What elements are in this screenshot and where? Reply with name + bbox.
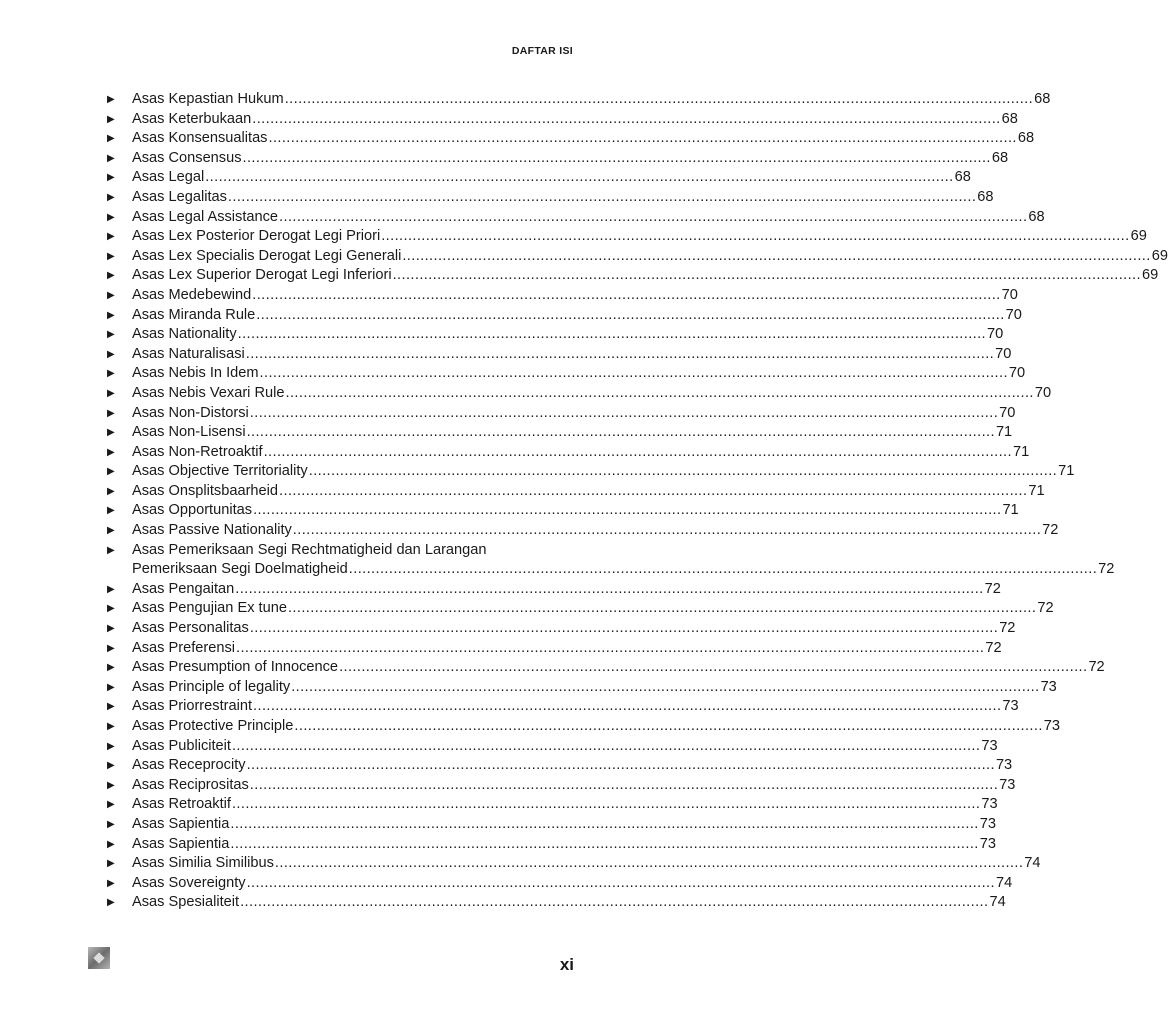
toc-entry-page: 69 [1141, 267, 1159, 284]
dot-leader [393, 266, 1141, 286]
toc-entry [107, 266, 1159, 286]
right-triangle-icon: ▶ [107, 603, 115, 615]
toc-entry-title: Asas Miranda Rule [132, 306, 256, 323]
dot-leader [294, 717, 1042, 737]
toc-entry-title: Asas Nationality [132, 326, 237, 343]
toc-entry-page: 73 [995, 757, 1013, 774]
right-triangle-icon: ▶ [107, 623, 115, 635]
toc-entry-page: 71 [1012, 443, 1030, 460]
toc-entry-page: 68 [1001, 110, 1018, 127]
right-triangle-icon: ▶ [107, 662, 115, 674]
toc-entry [107, 325, 1004, 345]
right-triangle-icon: ▶ [107, 838, 115, 850]
printer-registration-mark [88, 947, 110, 969]
right-triangle-icon: ▶ [107, 94, 115, 105]
toc-entry [107, 893, 1006, 913]
toc-entry-title: Asas Sapientia [132, 835, 230, 852]
right-triangle-icon: ▶ [107, 329, 115, 341]
right-triangle-icon: ▶ [107, 211, 115, 223]
dot-leader [232, 737, 980, 757]
toc-entry [107, 423, 1013, 443]
toc-entry [107, 129, 1035, 149]
toc-entry-page: 72 [1037, 600, 1054, 617]
toc-entry [107, 580, 1001, 600]
toc-entry-page: 69 [1151, 247, 1168, 264]
dot-leader [288, 599, 1036, 619]
toc-entry-page: 70 [999, 404, 1016, 421]
right-triangle-icon: ▶ [107, 760, 115, 772]
toc-entry-title: Asas Nebis Vexari Rule [132, 384, 285, 401]
toc-entry [107, 874, 1013, 894]
right-triangle-icon: ▶ [107, 348, 115, 360]
right-triangle-icon: ▶ [107, 289, 115, 301]
right-triangle-icon: ▶ [107, 681, 115, 693]
toc-entry [107, 854, 1041, 874]
toc-entry-page: 72 [999, 620, 1016, 637]
right-triangle-icon: ▶ [107, 877, 115, 889]
dot-leader [256, 306, 1004, 326]
dot-leader [268, 129, 1016, 149]
toc-entry-title: Asas Preferensi [132, 639, 236, 656]
toc-entry-title: Asas Personalitas [132, 620, 249, 637]
dot-leader [243, 149, 991, 169]
toc-entry-title: Asas Kepastian Hukum [132, 91, 284, 107]
toc-entry-page: 71 [1028, 482, 1045, 499]
toc-entry-page: 72 [1098, 561, 1115, 578]
right-triangle-icon: ▶ [107, 525, 115, 537]
toc-entry-title: Asas Objective Territoriality [132, 463, 308, 480]
toc-entry-title: Asas Priorrestraint [132, 698, 253, 715]
right-triangle-icon: ▶ [107, 387, 115, 399]
toc-entry-title: Asas Pengujian Ex tune [132, 600, 287, 617]
dot-leader [275, 854, 1023, 874]
right-triangle-icon: ▶ [107, 133, 115, 145]
dot-leader [250, 776, 998, 796]
toc-entry-title: Asas Naturalisasi [132, 345, 245, 362]
toc-entry-title: Asas Nebis In Idem [132, 365, 259, 382]
right-triangle-icon: ▶ [107, 270, 115, 282]
dot-leader [264, 443, 1012, 463]
right-triangle-icon: ▶ [107, 642, 115, 654]
toc-entry [107, 404, 1016, 424]
dot-leader [339, 658, 1087, 678]
right-triangle-icon: ▶ [107, 485, 115, 497]
toc-entry [107, 168, 971, 188]
toc-entry-title: Asas Passive Nationality [132, 522, 292, 539]
toc-entry-page: 70 [1008, 365, 1026, 382]
toc-entry [107, 188, 994, 208]
toc-entry [107, 501, 1019, 521]
right-triangle-icon: ▶ [107, 407, 115, 419]
right-triangle-icon: ▶ [107, 191, 115, 203]
toc-entry [107, 345, 1012, 365]
right-triangle-icon: ▶ [107, 309, 115, 321]
dot-leader [252, 286, 1000, 306]
right-triangle-icon: ▶ [107, 779, 115, 791]
right-triangle-icon: ▶ [107, 505, 115, 517]
right-triangle-icon: ▶ [107, 701, 115, 713]
toc-entry-page: 73 [981, 796, 998, 813]
toc-entry [107, 443, 1030, 463]
toc-entry-page: 70 [1034, 384, 1052, 401]
toc-entry-page: 70 [1005, 306, 1022, 323]
toc-entry [107, 737, 998, 757]
toc-entry [107, 678, 1057, 698]
toc-entry-title: Asas Non-Distorsi [132, 404, 249, 421]
toc-entry [107, 815, 996, 835]
toc-entry [107, 619, 1016, 639]
toc-entry-title: Asas Similia Similibus [132, 855, 274, 872]
toc-entry [107, 639, 1002, 659]
toc-entry [107, 482, 1045, 502]
toc-entry-title: Asas Sapientia [132, 815, 230, 832]
dot-leader [250, 619, 998, 639]
toc-entry-title: Asas Legal [132, 169, 205, 186]
dot-leader [205, 168, 953, 188]
toc-entry-page: 74 [995, 874, 1013, 891]
toc-entry-page: 68 [954, 169, 971, 186]
dot-leader [285, 90, 1033, 110]
toc-entry-page: 74 [989, 894, 1006, 911]
right-triangle-icon: ▶ [107, 446, 115, 458]
toc-entry-title: Asas Opportunitas [132, 502, 253, 519]
dot-leader [238, 325, 986, 345]
toc-entry-page: 69 [1130, 228, 1147, 245]
toc-entry-title: Asas Receprocity [132, 757, 246, 774]
dot-leader [232, 795, 980, 815]
toc-entry [107, 717, 1061, 737]
right-triangle-icon: ▶ [107, 368, 115, 380]
toc-entry [107, 795, 998, 815]
dot-leader [309, 462, 1057, 482]
dot-leader [230, 815, 978, 835]
toc-entry-page: 71 [995, 424, 1013, 441]
toc-entry-page: 73 [1040, 678, 1057, 695]
toc-entry-title: Asas Principle of legality [132, 678, 291, 695]
right-triangle-icon: ▶ [107, 799, 115, 811]
toc-entry [107, 227, 1147, 247]
toc-entry-page: 70 [995, 345, 1012, 362]
toc-entry-title: Asas Non-Retroaktif [132, 443, 263, 460]
right-triangle-icon: ▶ [107, 544, 115, 556]
toc-entry-page: 68 [1028, 208, 1045, 225]
toc-entry [107, 247, 1168, 267]
right-triangle-icon: ▶ [107, 172, 115, 184]
toc-entry-page: 73 [1043, 718, 1061, 734]
toc-entry [107, 756, 1013, 776]
right-triangle-icon: ▶ [107, 152, 115, 164]
toc-entry-page: 72 [1088, 659, 1105, 676]
toc-entry-title: Asas Onsplitsbaarheid [132, 482, 279, 499]
dot-leader [247, 874, 995, 894]
toc-entry [107, 541, 1115, 580]
toc-entry-page: 73 [979, 815, 996, 832]
toc-entry [107, 306, 1022, 326]
toc-entry-page: 68 [1017, 130, 1035, 147]
toc-entry-page: 71 [1058, 463, 1075, 480]
toc-entry-title: Asas Legalitas [132, 188, 227, 205]
toc-entry-page: 70 [987, 326, 1004, 343]
toc-entry [107, 462, 1075, 482]
toc-entry-title: Asas Non-Lisensi [132, 424, 246, 441]
toc-entry-title: Asas Konsensualitas [132, 130, 268, 147]
right-triangle-icon: ▶ [107, 740, 115, 752]
toc-entry [107, 364, 1026, 384]
dot-leader [240, 893, 988, 913]
dot-leader [253, 501, 1001, 521]
toc-entry-title-continued: Pemeriksaan Segi Doelmatigheid [132, 561, 348, 578]
toc-entry [107, 149, 1009, 169]
dot-leader [252, 110, 1000, 130]
dot-leader [381, 227, 1129, 247]
toc-entry-page: 72 [1042, 522, 1059, 539]
page-number: xi [559, 955, 574, 974]
dot-leader [230, 835, 978, 855]
dot-leader [246, 345, 994, 365]
dot-leader [279, 208, 1027, 228]
dot-leader [293, 521, 1041, 541]
dot-leader [260, 364, 1008, 384]
dot-leader [247, 756, 995, 776]
dot-leader [349, 560, 1097, 580]
toc-entry [107, 697, 1019, 717]
toc-entry-page: 68 [991, 149, 1009, 166]
toc-entry [107, 286, 1018, 306]
toc-entry-title: Asas Reciprositas [132, 776, 249, 793]
toc-entry-page: 68 [977, 188, 994, 205]
table-of-contents [107, 90, 1168, 913]
right-triangle-icon: ▶ [107, 897, 115, 909]
right-triangle-icon: ▶ [107, 858, 115, 870]
dot-leader [279, 482, 1027, 502]
right-triangle-icon: ▶ [107, 818, 115, 830]
dot-leader [228, 188, 976, 208]
toc-entry-title: Asas Lex Superior Derogat Legi Inferiori [132, 267, 392, 284]
toc-entry-page: 72 [985, 639, 1002, 656]
dot-leader [236, 639, 984, 659]
toc-entry [107, 384, 1052, 404]
dot-leader [250, 404, 998, 424]
toc-entry [107, 835, 996, 855]
dot-leader [286, 384, 1034, 404]
toc-entry-page: 71 [1002, 502, 1019, 519]
toc-entry-title: Asas Pemeriksaan Segi Rechtmatigheid dan Larangan [132, 541, 487, 558]
toc-entry-title: Asas Lex Posterior Derogat Legi Priori [132, 228, 381, 245]
toc-entry-page: 73 [1002, 698, 1019, 715]
toc-entry-title: Asas Consensus [132, 149, 242, 166]
toc-entry-title: Asas Spesialiteit [132, 894, 240, 911]
dot-leader [253, 697, 1001, 717]
toc-entry [107, 208, 1045, 228]
right-triangle-icon: ▶ [107, 427, 115, 439]
right-triangle-icon: ▶ [107, 583, 115, 595]
toc-entry-page: 73 [999, 776, 1016, 793]
right-triangle-icon: ▶ [107, 721, 115, 732]
toc-entry-page: 72 [984, 580, 1001, 597]
toc-entry-title: Asas Medebewind [132, 286, 252, 303]
toc-entry-title: Asas Legal Assistance [132, 208, 279, 225]
running-header: DAFTAR ISI [511, 45, 573, 57]
toc-entry-page: 73 [979, 835, 996, 852]
toc-entry-title: Asas Protective Principle [132, 718, 294, 734]
toc-entry [107, 776, 1016, 796]
dot-leader [402, 247, 1150, 267]
dot-leader [235, 580, 983, 600]
toc-entry-title: Asas Presumption of Innocence [132, 659, 339, 676]
toc-entry-title: Asas Sovereignty [132, 874, 246, 891]
toc-entry-title: Asas Pengaitan [132, 580, 235, 597]
right-triangle-icon: ▶ [107, 250, 115, 262]
toc-entry [107, 521, 1059, 541]
toc-entry-title: Asas Retroaktif [132, 796, 231, 813]
right-triangle-icon: ▶ [107, 113, 115, 125]
right-triangle-icon: ▶ [107, 231, 115, 243]
toc-entry-page: 74 [1024, 855, 1041, 872]
toc-entry-title: Asas Lex Specialis Derogat Legi Generali [132, 247, 402, 264]
toc-entry [107, 90, 1051, 110]
toc-entry [107, 599, 1054, 619]
toc-entry [107, 110, 1018, 130]
toc-entry-page: 73 [981, 737, 998, 754]
toc-entry-page: 68 [1034, 91, 1051, 107]
toc-entry-title: Asas Keterbukaan [132, 110, 252, 127]
toc-entry-title: Asas Publiciteit [132, 737, 231, 754]
toc-entry [107, 658, 1105, 678]
dot-leader [247, 423, 995, 443]
right-triangle-icon: ▶ [107, 466, 115, 478]
toc-entry-page: 70 [1001, 286, 1018, 303]
dot-leader [291, 678, 1039, 698]
